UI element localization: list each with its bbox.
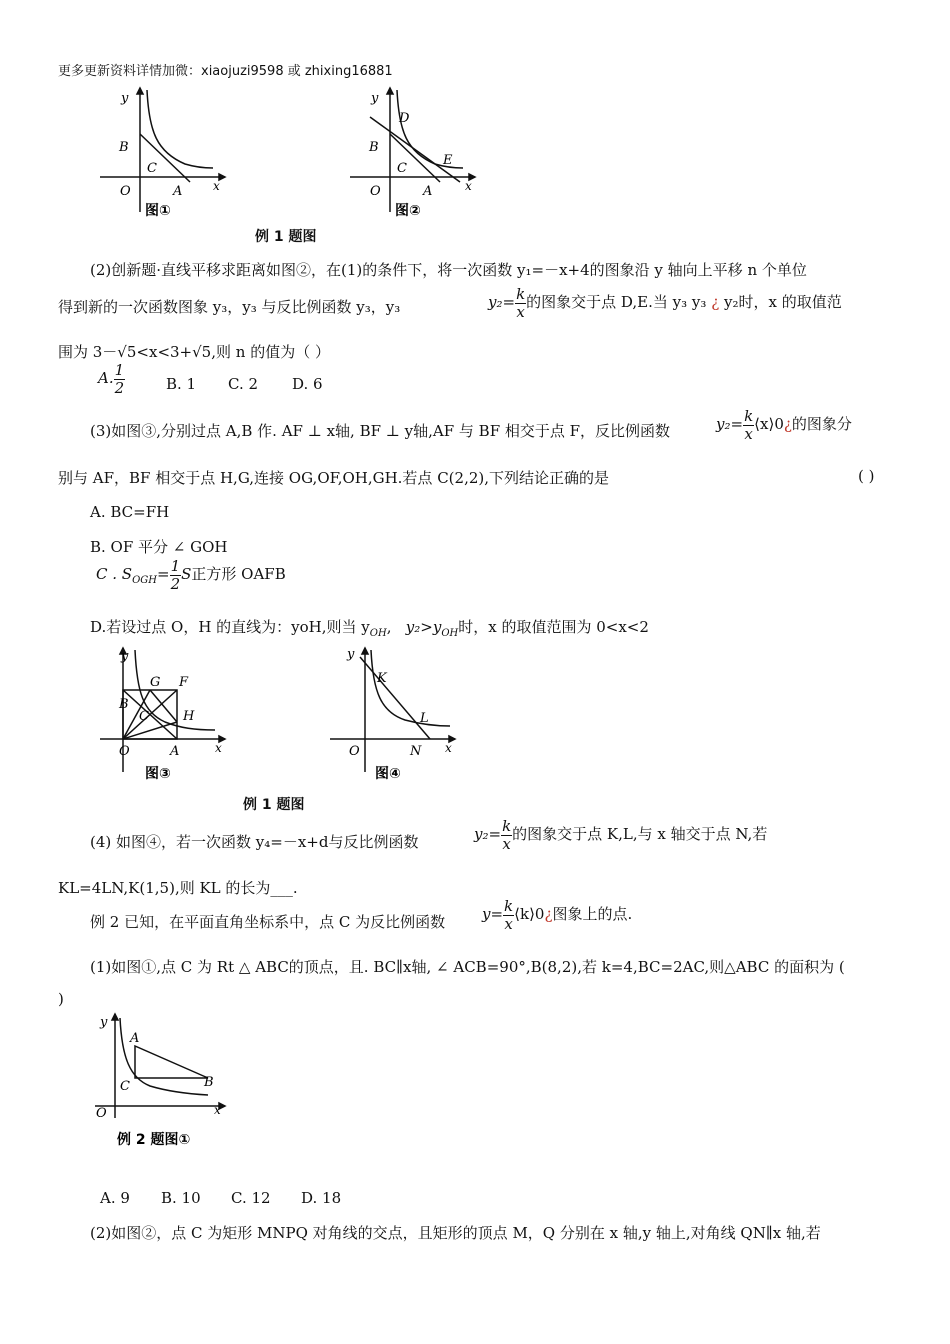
svg-text:G: G [150, 675, 161, 690]
svg-text:x: x [465, 179, 472, 193]
svg-text:E: E [443, 153, 453, 168]
q2-func-y2: y₂= $\frac{k}{x}$ 的图象交于点 D,E.当 y₃ y₃ ¿ y₂时，x 的取值范 [488, 285, 842, 321]
q4-line2: KL=4LN,K(1,5),则 KL 的长为___. [58, 879, 298, 897]
ex2-option-b: B. 10 [161, 1189, 201, 1207]
svg-text:N: N [410, 744, 422, 759]
svg-text:y: y [121, 91, 129, 106]
svg-text:例 2 题图①: 例 2 题图① [117, 1132, 191, 1148]
q4-line1a: (4) 如图④，若一次函数 y₄=－x+d与反比例函数 [90, 833, 419, 851]
svg-text:图②: 图② [395, 203, 421, 219]
svg-text:O: O [120, 184, 131, 199]
svg-text:F: F [179, 675, 189, 690]
svg-text:x: x [214, 1103, 221, 1117]
ex2-option-a: A. 9 [100, 1189, 130, 1207]
q2-option-d: D. 6 [292, 375, 323, 393]
ex2-q2-line1: (2)如图②，点 C 为矩形 MNPQ 对角线的交点，且矩形的顶点 M，Q 分别在 x 轴,y 轴上,对角线 QN∥x 轴,若 [90, 1224, 821, 1242]
ex2-option-c: C. 12 [231, 1189, 271, 1207]
svg-text:B: B [369, 140, 379, 155]
svg-text:D: D [399, 111, 410, 126]
ex2-figure-1 [90, 1008, 240, 1156]
figure-2 [345, 82, 485, 222]
svg-text:A: A [170, 744, 180, 759]
svg-text:K: K [377, 671, 387, 686]
figure-3 [95, 642, 235, 787]
svg-text:y: y [347, 647, 355, 662]
svg-text:图③: 图③ [145, 766, 171, 782]
svg-text:B: B [119, 697, 129, 712]
svg-text:y: y [100, 1015, 108, 1030]
ex2-q1-line2: ) [58, 990, 64, 1008]
svg-text:O: O [96, 1106, 107, 1121]
svg-text:H: H [183, 709, 195, 724]
svg-text:O: O [370, 184, 381, 199]
svg-text:图④: 图④ [375, 766, 401, 782]
shifted-line [370, 117, 460, 182]
q3-line2: 别与 AF，BF 相交于点 H,G,连接 OG,OF,OH,GH.若点 C(2,2),下列结论正确的是 [58, 469, 610, 487]
svg-text:B: B [119, 140, 129, 155]
q4-func: y₂= $\frac{k}{x}$ 的图象交于点 K,L,与 x 轴交于点 N,若 [474, 817, 768, 853]
svg-text:y: y [121, 649, 129, 664]
svg-text:C: C [147, 161, 157, 176]
q3-option-b: B. OF 平分 ∠ GOH [90, 538, 228, 556]
q3-line1a: (3)如图③,分别过点 A,B 作. AF ⊥ x轴, BF ⊥ y轴,AF 与 BF 相交于点 F，反比例函数 [90, 422, 671, 440]
q3-option-c: C . $S_{OGH}=$ $\frac{1}{2}$ S正方形 OAFB [96, 557, 286, 593]
q2-option-c: C. 2 [228, 375, 259, 393]
ex1-caption-bottom: 例 1 题图 [243, 797, 305, 813]
svg-text:C: C [397, 161, 407, 176]
ex1-caption-top: 例 1 题图 [255, 229, 317, 245]
figure-1 [95, 82, 235, 222]
q3-option-a: A. BC=FH [90, 503, 170, 521]
svg-text:A: A [173, 184, 183, 199]
figure-4 [325, 642, 465, 787]
triangle-abc [135, 1046, 208, 1078]
svg-text:C: C [120, 1079, 130, 1094]
hyperbola-curve [147, 90, 213, 168]
ex2-intro-a: 例 2 已知，在平面直角坐标系中，点 C 为反比例函数 [90, 913, 446, 931]
svg-text:y: y [371, 91, 379, 106]
svg-text:图①: 图① [145, 203, 171, 219]
q2-line3: 围为 3－√5<x<3+√5,则 n 的值为（ ） [58, 343, 330, 361]
ex2-q1-line1: (1)如图①,点 C 为 Rt △ ABC的顶点，且. BC∥x轴, ∠ ACB=90°,B(8,2),若 k=4,BC=2AC,则△ABC 的面积为 ( [90, 958, 845, 976]
header-note: 更多更新资料详情加微：xiaojuzi9598 或 zhixing16881 [58, 64, 393, 79]
svg-text:O: O [119, 744, 130, 759]
svg-text:A: A [423, 184, 433, 199]
ex2-option-d: D. 18 [301, 1189, 342, 1207]
q2-line1: (2)创新题·直线平移求距离如图②，在(1)的条件下，将一次函数 y₁=－x+4的图象沿 y 轴向上平移 n 个单位 [90, 261, 807, 279]
svg-text:x: x [445, 741, 452, 755]
svg-text:L: L [420, 711, 429, 726]
svg-text:x: x [215, 741, 222, 755]
svg-text:A: A [130, 1031, 140, 1046]
q3-option-d: D.若设过点 O，H 的直线为：yoH,则当 $y_{OH}$, $y_2>y_{OH}$时，x 的取值范围为 0<x<2 [90, 618, 649, 639]
q2-line2a: 得到新的一次函数图象 y₃，y₃ 与反比例函数 y₃，y₃ [58, 298, 401, 316]
svg-text:B: B [204, 1075, 214, 1090]
q2-option-b: B. 1 [166, 375, 197, 393]
ex2-func: y= $\frac{k}{x}$ ⟨k⟩0¿图象上的点. [482, 897, 633, 933]
q3-func: y₂= $\frac{k}{x}$ ⟨x⟩0¿的图象分 [716, 407, 852, 443]
svg-text:x: x [213, 179, 220, 193]
svg-text:O: O [349, 744, 360, 759]
q3-paren: ( ) [858, 467, 875, 485]
svg-text:C: C [139, 709, 149, 724]
q2-option-a: A. $\frac{1}{2}$ [98, 361, 125, 397]
